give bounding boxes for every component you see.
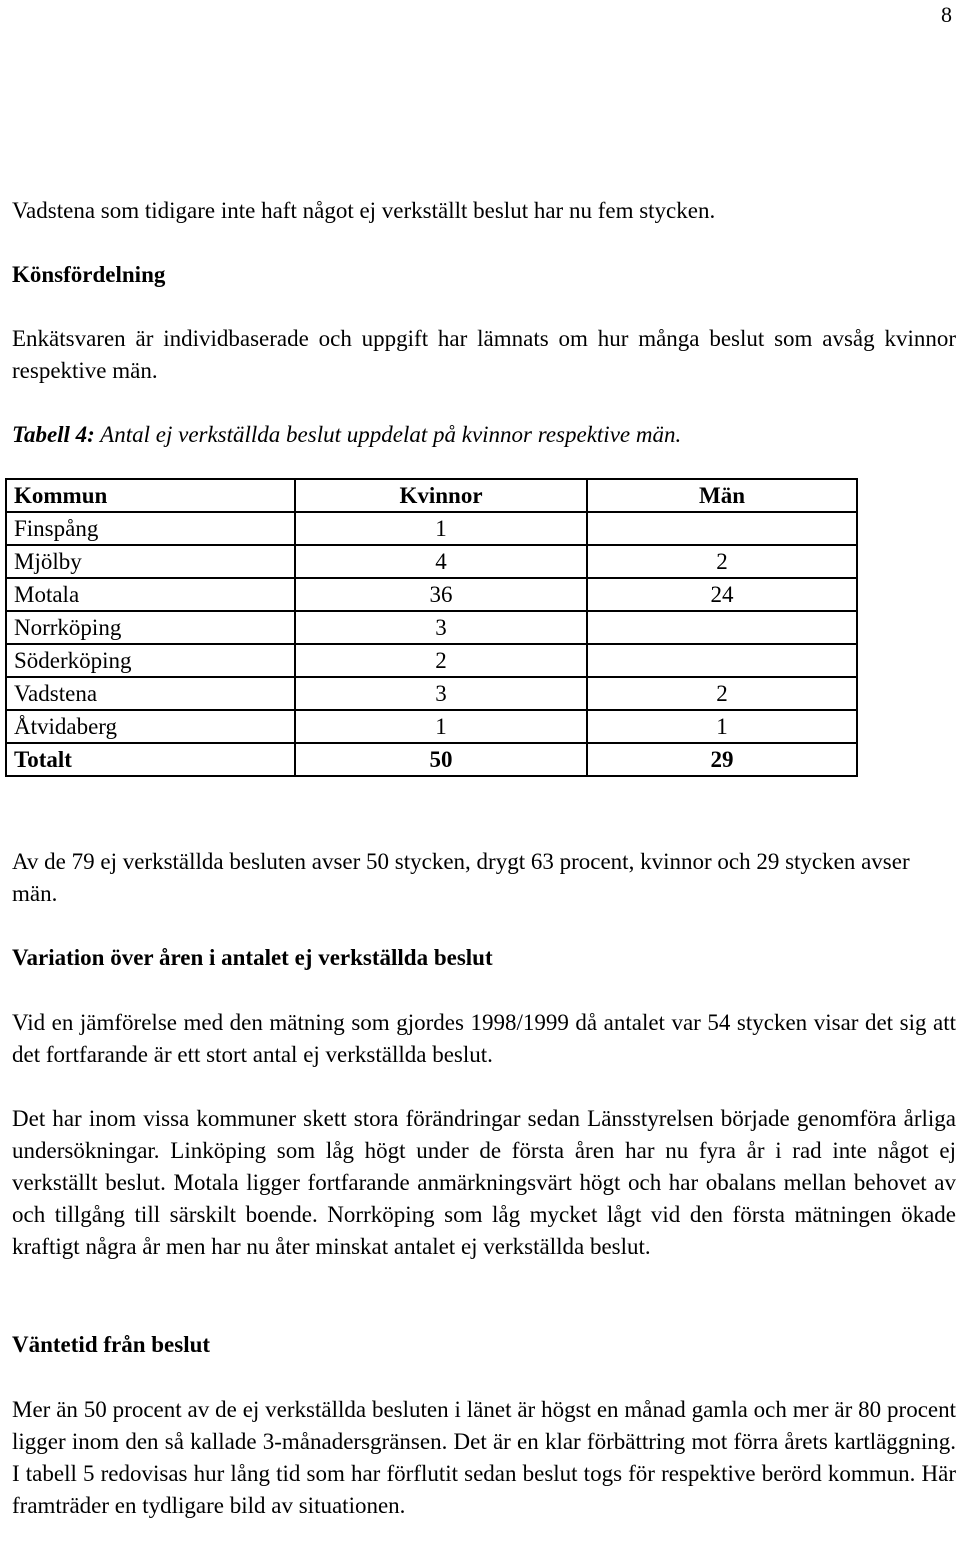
paragraph-comparison: Vid en jämförelse med den mätning som gjordes 1998/1999 då antalet var 54 stycken visar det sig att det fortfarande är ett stort antal ej verkställda beslut. (12, 1010, 956, 1067)
cell-kommun: Finspång (6, 512, 295, 545)
header-kommun: Kommun (6, 479, 295, 512)
cell-man: 2 (587, 545, 857, 578)
table-row (6, 644, 857, 677)
table-row (6, 677, 857, 710)
table-caption (12, 419, 956, 451)
cell-kommun: Åtvidaberg (6, 710, 295, 743)
cell-kvinnor: 2 (295, 644, 587, 677)
paragraph-gender-summary: Av de 79 ej verkställda besluten avser 50 stycken, drygt 63 procent, kvinnor och 29 stycken avser män. (12, 849, 910, 906)
total-label: Totalt (6, 743, 295, 776)
table-decisions-by-gender (5, 478, 858, 777)
table-row (6, 512, 857, 545)
cell-man (587, 512, 857, 545)
paragraph-vadstena: Vadstena som tidigare inte haft något ej verkställt beslut har nu fem stycken. (12, 198, 716, 223)
cell-kvinnor: 4 (295, 545, 587, 578)
cell-man (587, 611, 857, 644)
table-header-row (6, 479, 857, 512)
cell-kvinnor: 3 (295, 611, 587, 644)
cell-man: 24 (587, 578, 857, 611)
cell-man: 1 (587, 710, 857, 743)
paragraph-survey-answers: Enkätsvaren är individbaserade och uppgift har lämnats om hur många beslut som avsåg kvinnor respektive män. (12, 326, 956, 383)
table-total-row (6, 743, 857, 776)
cell-kvinnor: 3 (295, 677, 587, 710)
cell-kvinnor: 36 (295, 578, 587, 611)
total-kvinnor: 50 (295, 743, 587, 776)
cell-kvinnor: 1 (295, 710, 587, 743)
paragraph-waiting-time: Mer än 50 procent av de ej verkställda besluten i länet är högst en månad gamla och mer är 80 procent ligger inom den så kallade 3-månadersgränsen. Det är en klar förbättring mot förra årets kartläggning. I tabell 5 redovisas hur lång tid som har förflutit sedan beslut togs för respektive berörd kommun. Här framträder en tydligare bild av situationen. (12, 1397, 956, 1518)
table-row (6, 611, 857, 644)
heading-gender-distribution: Könsfördelning (12, 262, 166, 287)
heading-waiting-time: Väntetid från beslut (12, 1332, 211, 1357)
page-number: 8 (941, 2, 952, 27)
table-caption-label: Tabell 4: (12, 422, 95, 447)
paragraph-changes: Det har inom vissa kommuner skett stora förändringar sedan Länsstyrelsen började genomföra årliga undersökningar. Linköping som låg högt under de första åren har nu fyra år i rad inte något ej verkställt beslut. Motala ligger fortfarande anmärkningsvärt högt och har obalans mellan behovet av och tillgång till särskilt boende. Norrköping som låg mycket lågt vid den första mätningen ökade kraftigt några år men har nu åter minskat antalet ej verkställda beslut. (12, 1106, 956, 1259)
header-man: Män (587, 479, 857, 512)
table-row (6, 545, 857, 578)
cell-kommun: Mjölby (6, 545, 295, 578)
cell-kvinnor: 1 (295, 512, 587, 545)
total-man: 29 (587, 743, 857, 776)
cell-kommun: Vadstena (6, 677, 295, 710)
cell-man (587, 644, 857, 677)
table-row (6, 710, 857, 743)
heading-variation: Variation över åren i antalet ej verkställda beslut (12, 945, 493, 970)
table-row (6, 578, 857, 611)
header-kvinnor: Kvinnor (295, 479, 587, 512)
table-caption-text: Antal ej verkställda beslut uppdelat på kvinnor respektive män. (94, 422, 682, 447)
cell-man: 2 (587, 677, 857, 710)
cell-kommun: Söderköping (6, 644, 295, 677)
cell-kommun: Norrköping (6, 611, 295, 644)
cell-kommun: Motala (6, 578, 295, 611)
